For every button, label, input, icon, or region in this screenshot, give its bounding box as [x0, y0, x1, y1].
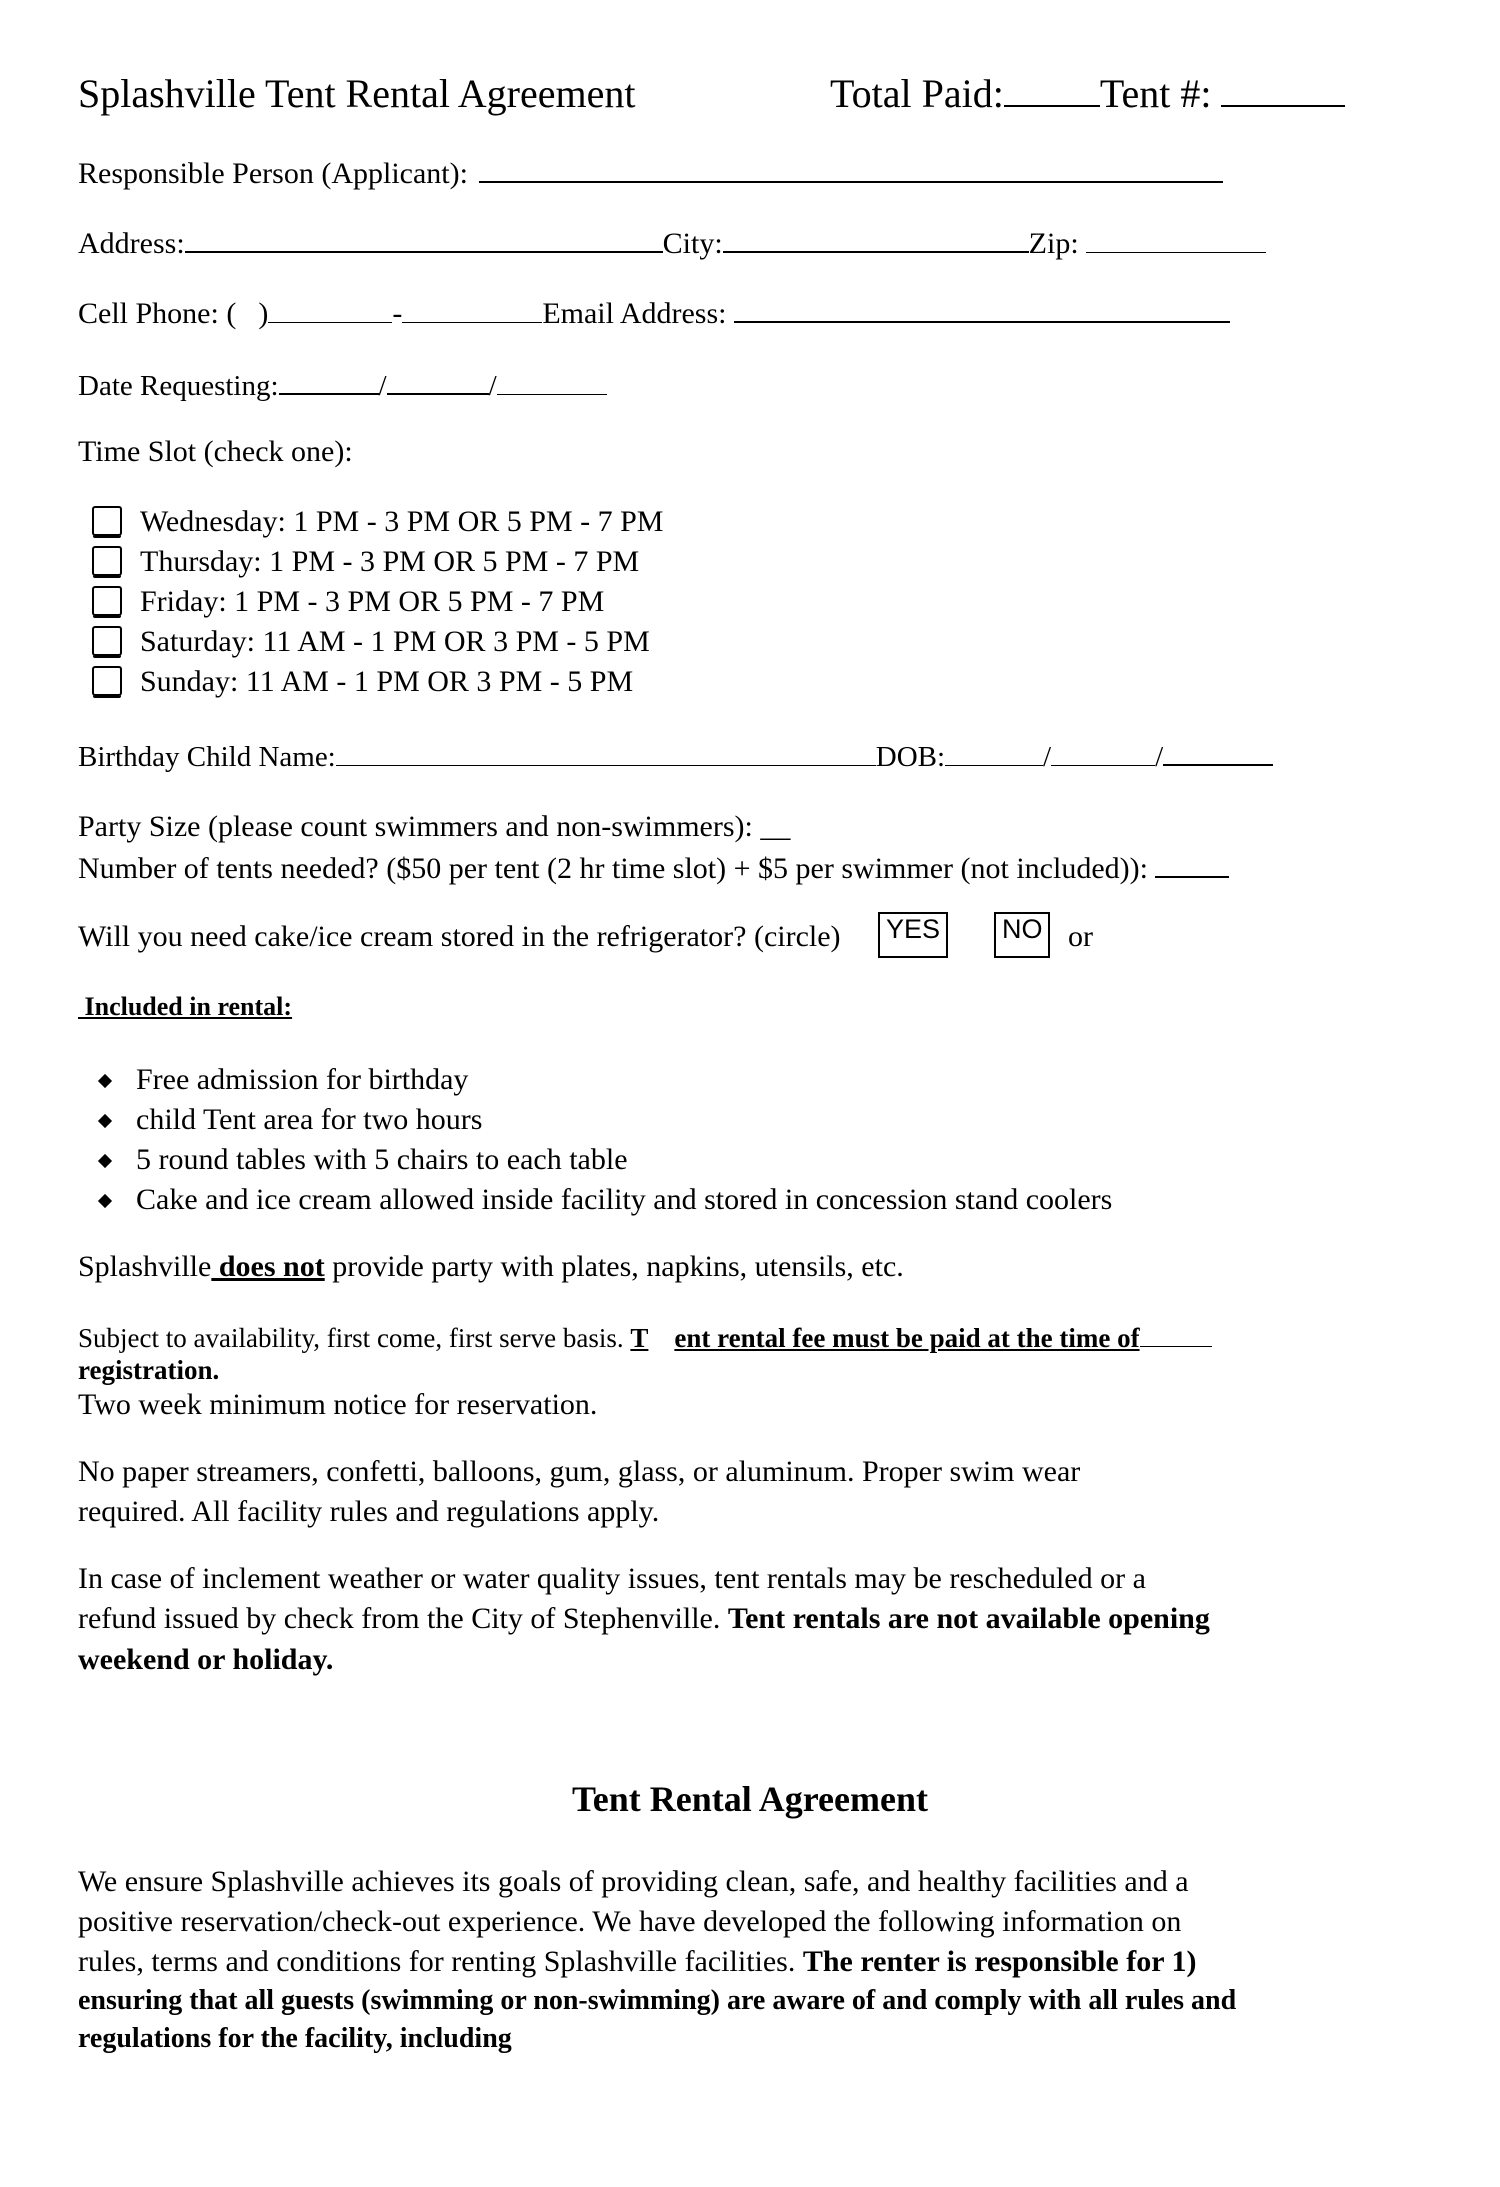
time-slot-text: Friday: 1 PM - 3 PM OR 5 PM - 7 PM — [140, 585, 605, 618]
note-text: Splashville — [78, 1250, 212, 1283]
list-item-text: Cake and ice cream allowed inside facility and stored in concession stand coolers — [136, 1183, 1113, 1216]
time-slot-option[interactable] — [92, 665, 633, 699]
tents-needed-label: Number of tents needed? ($50 per tent (2 hr time slot) + $5 per swimmer (not included)): — [78, 852, 1148, 885]
total-paid-label: Total Paid: — [830, 71, 1004, 116]
list-item-text: 5 round tables with 5 chairs to each table — [136, 1143, 628, 1176]
checkbox[interactable] — [92, 506, 122, 536]
bullet-icon — [98, 1114, 112, 1128]
date-day-field[interactable] — [387, 367, 489, 395]
checkbox[interactable] — [92, 666, 122, 696]
agreement-text: positive reservation/check-out experience. We have developed the following information on — [78, 1905, 1182, 1938]
date-year-field[interactable] — [497, 368, 607, 395]
tent-number-blank[interactable] — [1221, 79, 1345, 107]
no-option[interactable]: NO — [994, 912, 1050, 958]
weather-note-cont — [78, 1602, 1210, 1636]
page-title: Splashville Tent Rental Agreement — [78, 71, 636, 116]
two-week-note: Two week minimum notice for reservation. — [78, 1388, 598, 1421]
time-slot-text: Wednesday: 1 PM - 3 PM OR 5 PM - 7 PM — [140, 505, 664, 538]
weather-note: In case of inclement weather or water quality issues, tent rentals may be rescheduled or a — [78, 1562, 1146, 1595]
agreement-emphasis: The renter is responsible for 1) — [802, 1945, 1197, 1978]
availability-note — [78, 1320, 1212, 1354]
dob-day-field[interactable] — [1051, 739, 1155, 766]
dob-slash: / — [1043, 741, 1052, 773]
date-requesting-row — [78, 367, 607, 403]
list-item — [100, 1183, 1112, 1217]
email-label: Email Address: — [542, 297, 727, 330]
agreement-text-bold: ensuring that all guests (swimming or non-swimming) are aware of and comply with all rules and — [78, 1985, 1237, 2016]
checkbox[interactable] — [92, 546, 122, 576]
tents-needed-field[interactable] — [1155, 850, 1229, 878]
email-field[interactable] — [734, 295, 1230, 323]
time-slot-option[interactable] — [92, 625, 650, 659]
total-paid-blank[interactable] — [1004, 79, 1100, 107]
time-slot-label: Time Slot (check one): — [78, 435, 353, 468]
party-size-label: Party Size (please count swimmers and non-swimmers): __ — [78, 810, 791, 843]
weather-note-bold: weekend or holiday. — [78, 1643, 334, 1676]
note-emphasis: does not — [211, 1250, 325, 1283]
cell-paren: ) — [258, 297, 269, 330]
agreement-text-run: rules, terms and conditions for renting Splashville facilities. — [78, 1945, 803, 1978]
agreement-heading: Tent Rental Agreement — [572, 1779, 928, 1819]
responsible-person-row — [78, 155, 1223, 191]
included-heading-text: Included in rental: — [84, 992, 293, 1021]
cell-area-field[interactable] — [268, 296, 392, 323]
city-label: City: — [662, 227, 723, 260]
cell-number-field[interactable] — [402, 296, 542, 323]
list-item-text: child Tent area for two hours — [136, 1103, 483, 1136]
agreement-text — [78, 1945, 1196, 1979]
checkbox[interactable] — [92, 586, 122, 616]
list-item — [100, 1143, 628, 1177]
time-slot-text: Saturday: 11 AM - 1 PM OR 3 PM - 5 PM — [140, 625, 650, 658]
responsible-person-field[interactable] — [479, 155, 1223, 183]
time-slot-option[interactable] — [92, 545, 639, 579]
no-paper-note: No paper streamers, confetti, balloons, gum, glass, or aluminum. Proper swim wear — [78, 1455, 1081, 1488]
cell-phone-label: Cell Phone: ( — [78, 297, 237, 330]
time-slot-option[interactable] — [92, 585, 604, 619]
responsible-person-label: Responsible Person (Applicant): — [78, 157, 468, 190]
tents-needed-row — [78, 850, 1229, 886]
list-item — [100, 1063, 468, 1097]
note-text: Subject to availability, first come, first serve basis. — [78, 1323, 631, 1353]
note-emphasis: ent rental fee must be paid at the time of — [674, 1323, 1140, 1353]
date-requesting-label: Date Requesting: — [78, 370, 279, 402]
date-slash: / — [378, 370, 387, 402]
date-month-field[interactable] — [279, 367, 379, 395]
city-field[interactable] — [723, 225, 1029, 253]
address-label: Address: — [78, 227, 185, 260]
dob-label: DOB: — [875, 741, 946, 773]
birthday-child-row — [78, 738, 1273, 774]
or-text: or — [1068, 920, 1093, 953]
child-name-field[interactable] — [336, 739, 876, 766]
zip-field[interactable] — [1086, 226, 1266, 253]
total-paid-field — [830, 70, 1345, 117]
list-item-text: Free admission for birthday — [136, 1063, 469, 1096]
bullet-icon — [98, 1194, 112, 1208]
no-paper-note-cont: required. All facility rules and regulations apply. — [78, 1495, 660, 1528]
time-slot-text: Sunday: 11 AM - 1 PM OR 3 PM - 5 PM — [140, 665, 634, 698]
fridge-question: Will you need cake/ice cream stored in the refrigerator? (circle) — [78, 920, 841, 953]
availability-note-cont: registration. — [78, 1355, 220, 1385]
date-slash: / — [488, 370, 497, 402]
address-row — [78, 225, 1266, 261]
note-emphasis: T — [630, 1323, 649, 1353]
checkbox[interactable] — [92, 626, 122, 656]
dob-year-field[interactable] — [1163, 738, 1273, 766]
not-provided-note — [78, 1250, 904, 1284]
dob-slash: / — [1155, 741, 1164, 773]
bullet-icon — [98, 1154, 112, 1168]
bullet-icon — [98, 1074, 112, 1088]
contact-row — [78, 295, 1230, 331]
time-slot-text: Thursday: 1 PM - 3 PM OR 5 PM - 7 PM — [140, 545, 640, 578]
time-slot-option[interactable] — [92, 505, 663, 539]
note-text: refund issued by check from the City of Stephenville. — [78, 1602, 728, 1635]
list-item — [100, 1103, 482, 1137]
agreement-text-bold: regulations for the facility, including — [78, 2023, 512, 2054]
note-emphasis: Tent rentals are not available opening — [727, 1602, 1210, 1635]
zip-label: Zip: — [1028, 227, 1079, 260]
included-heading — [78, 992, 292, 1022]
address-field[interactable] — [185, 225, 663, 253]
note-text: provide party with plates, napkins, utensils, etc. — [324, 1250, 904, 1283]
dob-month-field[interactable] — [945, 739, 1043, 766]
underline-rule — [1140, 1320, 1212, 1347]
tent-number-label: Tent #: — [1099, 71, 1212, 116]
agreement-text: We ensure Splashville achieves its goals of providing clean, safe, and healthy facilities and a — [78, 1865, 1189, 1898]
cell-dash: - — [392, 297, 403, 330]
yes-option[interactable]: YES — [878, 912, 948, 958]
child-name-label: Birthday Child Name: — [78, 741, 336, 773]
